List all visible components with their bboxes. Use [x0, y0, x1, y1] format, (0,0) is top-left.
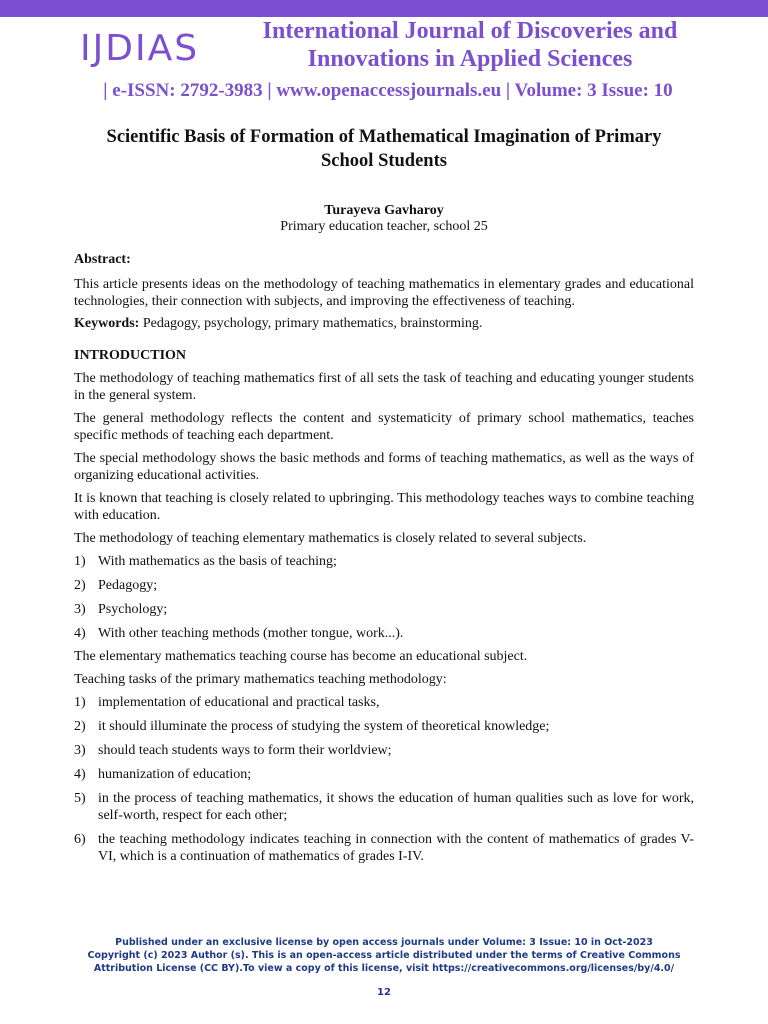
journal-title-line: International Journal of Discoveries and [262, 18, 678, 44]
body-paragraph: The special methodology shows the basic methods and forms of teaching mathematics, as well as the ways of organizing educational activities. [74, 451, 694, 483]
list-item-number: 2) [74, 719, 86, 734]
keywords-text: Pedagogy, psychology, primary mathematics, brainstorming. [139, 316, 483, 331]
body-paragraph: The elementary mathematics teaching course has become an educational subject. [74, 649, 528, 664]
list-item [74, 831, 694, 865]
list-item [74, 694, 694, 711]
introduction-heading: INTRODUCTION [74, 348, 187, 363]
list-item-number: 1) [74, 695, 86, 710]
list-item-text: implementation of educational and practical tasks, [98, 695, 380, 710]
list-item-text: the teaching methodology indicates teaching in connection with the content of mathematics of grades V-VI, which is a continuation of mathematics of grades I-IV. [98, 832, 694, 864]
list-item [74, 766, 694, 783]
list-item-text: Pedagogy; [98, 578, 158, 593]
keywords [74, 315, 694, 332]
article-title-line: Scientific Basis of Formation of Mathematical Imagination of Primary [106, 127, 662, 147]
article-title [60, 125, 708, 173]
list-item-number: 3) [74, 743, 86, 758]
header-color-band [0, 0, 768, 17]
footer-line: Attribution License (CC BY).To view a copy of this license, visit https://creativecommons.org/licenses/by/4.0/ [93, 963, 675, 974]
list-item [74, 577, 694, 594]
abstract-label: Abstract: [74, 252, 131, 267]
body-paragraph: The methodology of teaching mathematics first of all sets the task of teaching and educating younger students in the general system. [74, 371, 694, 403]
body-paragraph: It is known that teaching is closely related to upbringing. This methodology teaches ways to combine teaching with education. [74, 491, 694, 523]
abstract-text: This article presents ideas on the methodology of teaching mathematics in elementary grades and educational technologies, their connection with subjects, and improving the effectiveness of teaching. [74, 277, 694, 309]
subjects-list [74, 553, 694, 642]
journal-title-line: Innovations in Applied Sciences [307, 46, 633, 72]
list-item [74, 553, 694, 570]
list-item-text: With other teaching methods (mother tongue, work...). [98, 626, 404, 641]
body-paragraph: The methodology of teaching elementary mathematics is closely related to several subjects. [74, 531, 587, 546]
journal-logo: IJDIAS [80, 28, 200, 69]
list-item [74, 601, 694, 618]
list-item-number: 4) [74, 767, 86, 782]
list-item-text: With mathematics as the basis of teaching; [98, 554, 337, 569]
journal-meta-line: | e-ISSN: 2792-3983 | www.openaccessjournals.eu | Volume: 3 Issue: 10 [103, 80, 673, 101]
list-item-number: 1) [74, 554, 86, 569]
list-item-text: humanization of education; [98, 767, 252, 782]
body-paragraph: Teaching tasks of the primary mathematics teaching methodology: [74, 672, 447, 687]
page-number: 12 [377, 987, 391, 998]
article-title-line: School Students [321, 151, 447, 171]
list-item-number: 5) [74, 791, 86, 806]
footer-line: Published under an exclusive license by open access journals under Volume: 3 Issue: 10 in Oct-2023 [115, 937, 653, 948]
list-item [74, 790, 694, 824]
keywords-label: Keywords: [74, 316, 140, 331]
journal-title [236, 17, 704, 73]
tasks-list [74, 694, 694, 865]
body-paragraph: The general methodology reflects the content and systematicity of primary school mathematics, teaches specific methods of teaching each department. [74, 411, 694, 443]
license-footer [60, 936, 708, 975]
article-body [74, 251, 694, 871]
list-item [74, 742, 694, 759]
list-item-number: 2) [74, 578, 86, 593]
list-item-number: 4) [74, 626, 86, 641]
list-item-number: 6) [74, 832, 86, 847]
list-item-text: it should illuminate the process of studying the system of theoretical knowledge; [98, 719, 550, 734]
author-name: Turayeva Gavharoy [324, 203, 444, 218]
list-item-text: in the process of teaching mathematics, it shows the education of human qualities such as love for work, self-worth, respect for each other; [98, 791, 694, 823]
list-item-text: should teach students ways to form their worldview; [98, 743, 392, 758]
list-item-number: 3) [74, 602, 86, 617]
footer-line: Copyright (c) 2023 Author (s). This is an open-access article distributed under the terms of Creative Commons [87, 950, 681, 961]
author-affiliation: Primary education teacher, school 25 [280, 219, 488, 234]
list-item [74, 625, 694, 642]
list-item [74, 718, 694, 735]
list-item-text: Psychology; [98, 602, 168, 617]
